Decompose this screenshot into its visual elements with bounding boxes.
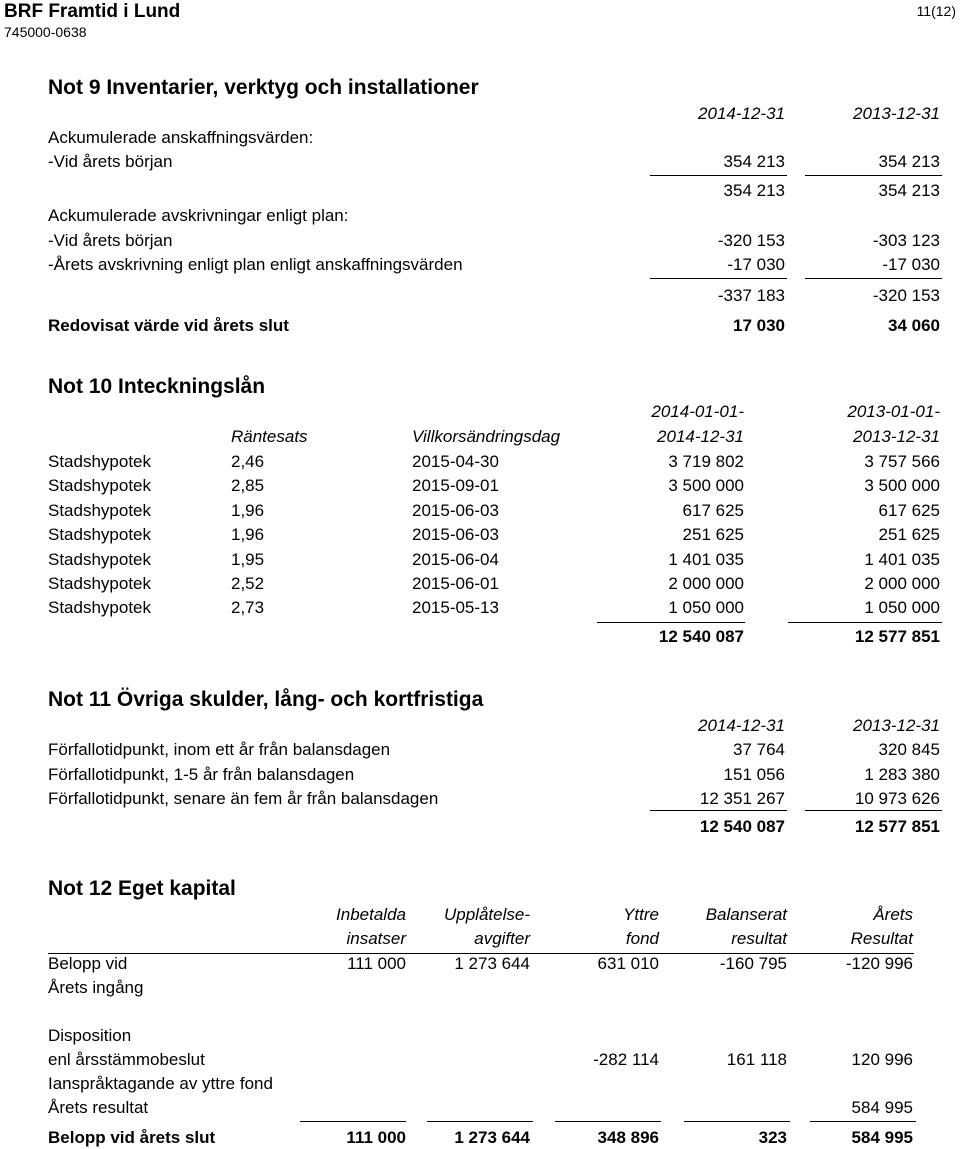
loan-amount-2014: 1 401 035 [668, 549, 744, 569]
equity-closing-value: 111 000 [346, 1128, 406, 1147]
equity-opening-label: Belopp vid [48, 954, 128, 973]
maturity-2014: 37 764 [733, 740, 785, 759]
equity-opening-value: -160 795 [719, 954, 787, 973]
equity-header-line2: fond [625, 929, 659, 948]
note11-underline [650, 810, 787, 811]
loan-lender: Stadshypotek [48, 452, 152, 471]
note9-dep-year-v2: -17 030 [882, 255, 940, 274]
loan-amount-2013: 3 757 566 [864, 452, 940, 471]
loan-rate: 1,95 [231, 549, 265, 569]
equity-header-line2: Resultat [850, 929, 913, 948]
loan-date: 2015-06-04 [412, 549, 499, 569]
maturity-2013: 320 845 [878, 740, 940, 759]
note9-col2-header: 2013-12-31 [853, 104, 940, 123]
note10-period2-line1: 2013-01-01- [847, 402, 940, 421]
loan-amount-2013: 1 401 035 [864, 549, 940, 569]
note9-acq-label: Ackumulerade anskaffningsvärden: [48, 128, 314, 147]
note11-col2-header: 2013-12-31 [853, 716, 940, 735]
maturity-label: Förfallotidpunkt, senare än fem år från balansdagen [48, 789, 439, 808]
note9-acq-sum-v2: 354 213 [878, 181, 940, 200]
equity-sum-underline [810, 1121, 916, 1122]
equity-disposition-label: Disposition [48, 1026, 132, 1045]
loan-date: 2015-09-01 [412, 476, 499, 496]
note9-dep-start-label: -Vid årets början [48, 231, 173, 250]
note11-col1-header: 2014-12-31 [698, 716, 785, 735]
note9-underline [805, 175, 942, 176]
note9-dep-sum-v1: -337 183 [717, 286, 785, 305]
loan-rate: 1,96 [231, 500, 265, 520]
loan-amount-2014: 617 625 [682, 500, 744, 520]
equity-closing-value: 323 [758, 1128, 787, 1147]
note9-acq-start-v2: 354 213 [878, 152, 940, 171]
loan-amount-2013: 1 050 000 [864, 598, 940, 618]
note10-date-header: Villkorsändringsdag [412, 427, 561, 446]
equity-agm-value: -282 114 [593, 1050, 659, 1069]
note9-dep-start-v1: -320 153 [717, 231, 785, 250]
equity-header-line2: avgifter [474, 929, 530, 948]
note9-underline [650, 175, 787, 176]
equity-closing-value: 584 995 [851, 1128, 913, 1147]
loan-date: 2015-04-30 [412, 452, 499, 471]
loan-date: 2015-06-01 [412, 574, 499, 593]
loan-amount-2014: 3 500 000 [668, 476, 744, 496]
note10-total-v1: 12 540 087 [658, 627, 744, 646]
loan-amount-2014: 3 719 802 [668, 452, 744, 471]
note9-dep-start-v2: -303 123 [872, 231, 940, 250]
equity-header-line2: insatser [346, 929, 406, 948]
equity-opening-value: 111 000 [347, 954, 406, 973]
loan-rate: 2,52 [231, 574, 265, 593]
loan-amount-2013: 3 500 000 [864, 476, 940, 496]
note9-dep-sum-v2: -320 153 [872, 286, 940, 305]
loan-date: 2015-06-03 [412, 525, 499, 545]
note11-title: Not 11 Övriga skulder, lång- och kortfristiga [48, 688, 484, 711]
note9-acq-sum-v1: 354 213 [723, 181, 785, 200]
note11-total-v1: 12 540 087 [699, 817, 785, 836]
equity-header-line1: Yttre [623, 905, 659, 924]
equity-agm-value: 161 118 [726, 1050, 787, 1069]
note9-dep-year-label: -Årets avskrivning enligt plan enligt anskaffningsvärden [48, 255, 463, 274]
equity-header-line1: Balanserat [705, 905, 787, 924]
note10-title: Not 10 Inteckningslån [48, 375, 266, 398]
loan-rate: 2,85 [231, 476, 265, 496]
note10-period1-line2: 2014-12-31 [657, 427, 744, 446]
note9-underline [650, 278, 787, 279]
equity-header-line1: Inbetalda [336, 905, 406, 924]
note10-rate-header: Räntesats [231, 427, 308, 446]
equity-agm-label: enl årsstämmobeslut [48, 1050, 205, 1069]
note9-book-value-label: Redovisat värde vid årets slut [48, 316, 289, 335]
equity-year-result-label: Årets resultat [48, 1098, 149, 1117]
equity-fund-use-label: Ianspråktagande av yttre fond [48, 1074, 273, 1093]
loan-rate: 2,73 [231, 598, 265, 618]
note9-acq-start-label: -Vid årets början [48, 152, 173, 171]
equity-header-line2: resultat [731, 929, 787, 948]
note10-period2-line2: 2013-12-31 [853, 427, 940, 446]
maturity-2014: 12 351 267 [699, 789, 785, 808]
note9-col1-header: 2014-12-31 [698, 104, 785, 123]
loan-lender: Stadshypotek [48, 574, 152, 593]
note10-underline [597, 622, 745, 623]
loan-rate: 1,96 [231, 525, 265, 545]
loan-amount-2014: 2 000 000 [668, 574, 744, 593]
maturity-2013: 1 283 380 [864, 764, 940, 784]
note10-total-v2: 12 577 851 [854, 627, 940, 646]
note10-underline [788, 622, 942, 623]
loan-lender: Stadshypotek [48, 525, 152, 545]
loan-lender: Stadshypotek [48, 598, 152, 618]
maturity-label: Förfallotidpunkt, inom ett år från balansdagen [48, 740, 391, 759]
page-number: 11(12) [916, 3, 956, 19]
loan-amount-2013: 251 625 [878, 525, 940, 545]
equity-sum-underline [300, 1121, 406, 1122]
note9-acq-start-v1: 354 213 [723, 152, 785, 171]
equity-opening-value: -120 996 [845, 954, 913, 973]
note11-total-v2: 12 577 851 [854, 817, 940, 836]
org-number: 745000-0638 [4, 24, 87, 40]
equity-header-line1: Upplåtelse- [444, 905, 530, 924]
loan-amount-2013: 617 625 [878, 500, 940, 520]
loan-rate: 2,46 [231, 452, 265, 471]
loan-amount-2013: 2 000 000 [864, 574, 940, 593]
loan-date: 2015-05-13 [412, 598, 499, 618]
loan-amount-2014: 1 050 000 [668, 598, 744, 618]
loan-lender: Stadshypotek [48, 500, 152, 520]
company-name: BRF Framtid i Lund [4, 1, 181, 22]
loan-lender: Stadshypotek [48, 549, 152, 569]
equity-year_result-value: 584 995 [851, 1098, 913, 1117]
note9-title: Not 9 Inventarier, verktyg och installationer [48, 76, 479, 99]
maturity-2013: 10 973 626 [854, 789, 940, 808]
loan-date: 2015-06-03 [412, 500, 499, 520]
loan-lender: Stadshypotek [48, 476, 152, 496]
equity-agm-value: 120 996 [851, 1050, 913, 1069]
equity-sum-underline [427, 1121, 533, 1122]
equity-header-line1: Årets [873, 905, 913, 924]
equity-closing-value: 348 896 [597, 1128, 659, 1147]
note12-title: Not 12 Eget kapital [48, 877, 236, 900]
note9-book-value-v1: 17 030 [733, 316, 785, 335]
equity-sum-underline [684, 1121, 790, 1122]
equity-sum-underline [555, 1121, 661, 1122]
equity-closing-value: 1 273 644 [454, 1128, 530, 1147]
equity-opening-value: 631 010 [597, 954, 659, 973]
note9-dep-year-v1: -17 030 [727, 255, 785, 274]
note11-underline [805, 810, 942, 811]
maturity-2014: 151 056 [723, 764, 785, 784]
note10-period1-line1: 2014-01-01- [651, 402, 744, 421]
loan-amount-2014: 251 625 [682, 525, 744, 545]
equity-opening-value: 1 273 644 [454, 954, 530, 973]
note9-dep-label: Ackumulerade avskrivningar enligt plan: [48, 206, 349, 225]
equity-closing-label: Belopp vid årets slut [48, 1128, 216, 1147]
equity-opening-label2: Årets ingång [48, 978, 144, 997]
maturity-label: Förfallotidpunkt, 1-5 år från balansdagen [48, 764, 355, 784]
note9-book-value-v2: 34 060 [888, 316, 940, 335]
note9-underline [805, 278, 942, 279]
